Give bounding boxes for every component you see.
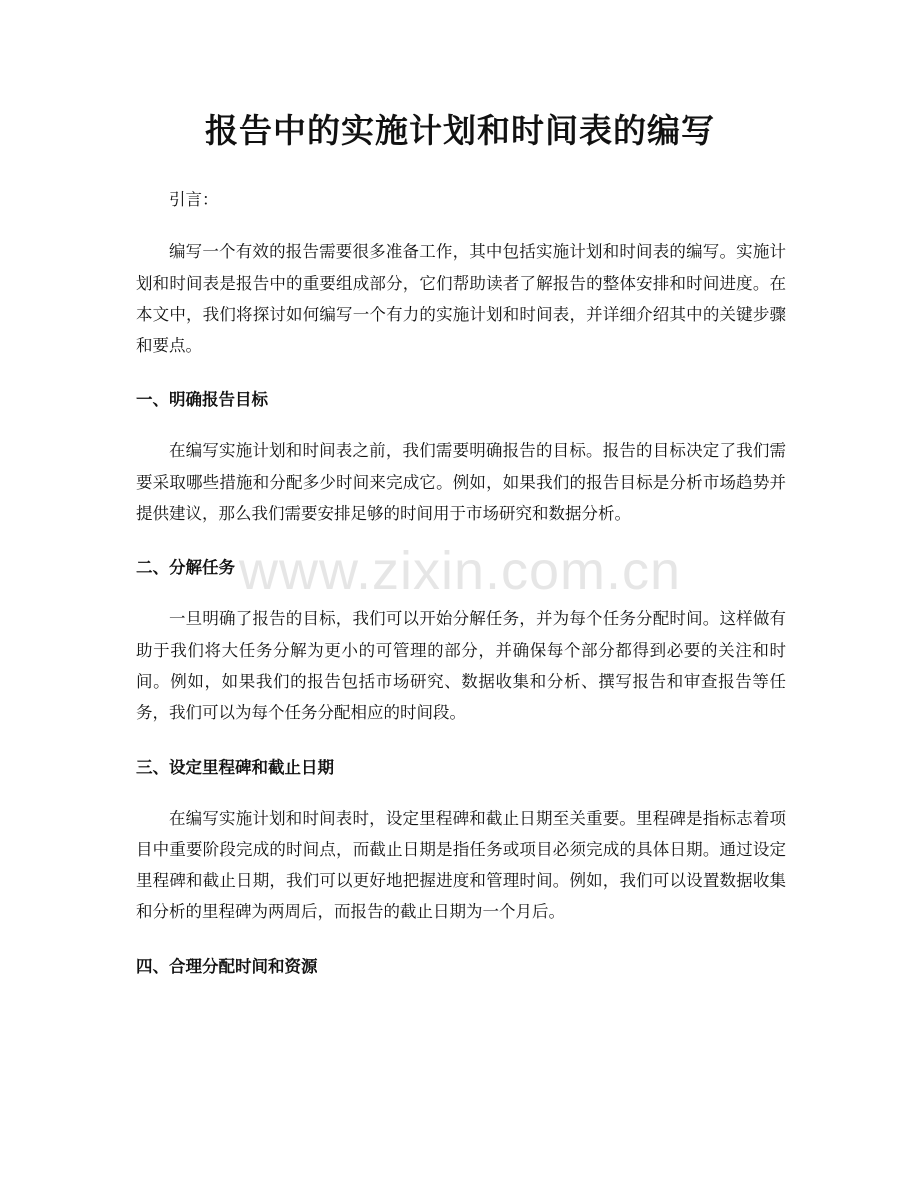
section-heading-tasks: 二、分解任务 <box>136 558 235 578</box>
section-heading-milestones: 三、设定里程碑和截止日期 <box>136 757 334 777</box>
document-body <box>136 184 786 982</box>
section-paragraph-goal: 在编写实施计划和时间表之前，我们需要明确报告的目标。报告的目标决定了我们需要采取哪些措施和分配多少时间来完成它。例如，如果我们的报告目标是分析市场趋势并提供建议，那么我们需要安排足够的时间用于市场研究和数据分析。 <box>136 441 786 524</box>
document-title: 报告中的实施计划和时间表的编写 <box>205 111 715 150</box>
watermark: www.zixin.com.cn <box>238 541 682 601</box>
section-paragraph-milestones: 在编写实施计划和时间表时，设定里程碑和截止日期至关重要。里程碑是指标志着项目中重要阶段完成的时间点，而截止日期是指任务或项目必须完成的具体日期。通过设定里程碑和截止日期，我们可以更好地把握进度和管理时间。例如，我们可以设置数据收集和分析的里程碑为两周后，而报告的截止日期为一个月后。 <box>136 808 786 922</box>
intro-label: 引言： <box>169 190 219 209</box>
section-heading-goal: 一、明确报告目标 <box>136 390 268 410</box>
intro-paragraph: 编写一个有效的报告需要很多准备工作，其中包括实施计划和时间表的编写。实施计划和时间表是报告中的重要组成部分，它们帮助读者了解报告的整体安排和时间进度。在本文中，我们将探讨如何编写一个有力的实施计划和时间表，并详细介绍其中的关键步骤和要点。 <box>136 242 786 356</box>
section-heading-resources: 四、合理分配时间和资源 <box>136 956 318 976</box>
section-paragraph-tasks: 一旦明确了报告的目标，我们可以开始分解任务，并为每个任务分配时间。这样做有助于我们将大任务分解为更小的可管理的部分，并确保每个部分都得到必要的关注和时间。例如，如果我们的报告包括市场研究、数据收集和分析、撰写报告和审查报告等任务，我们可以为每个任务分配相应的时间段。 <box>136 609 786 723</box>
